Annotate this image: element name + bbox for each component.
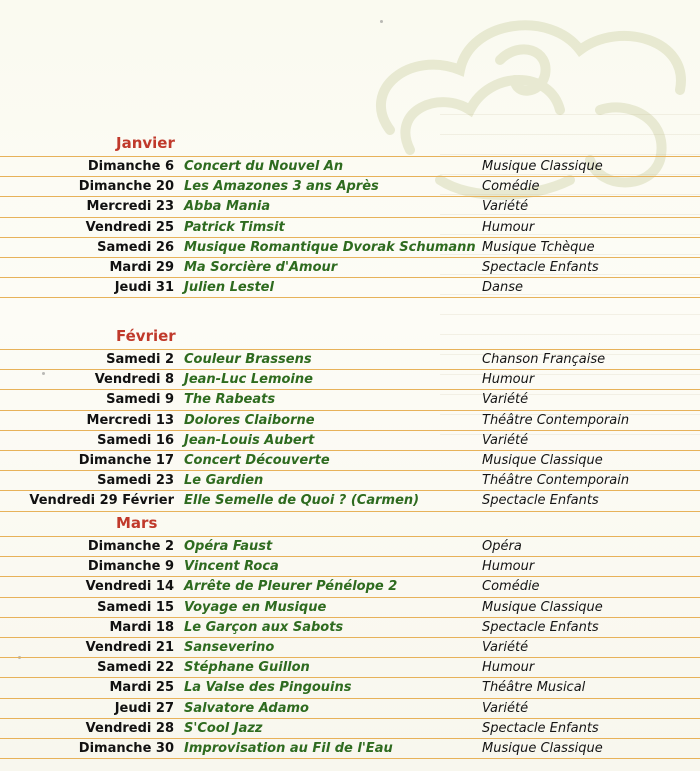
month-heading: Janvier (116, 134, 175, 152)
event-date: Dimanche 20 (78, 179, 174, 195)
event-genre: Danse (482, 280, 523, 296)
event-genre: Comédie (482, 179, 540, 195)
event-title: Arrête de Pleurer Pénélope 2 (184, 579, 398, 595)
paper-speck (380, 20, 383, 23)
event-row (0, 658, 700, 678)
event-date: Mardi 18 (109, 619, 174, 635)
event-date: Samedi 23 (97, 473, 174, 489)
event-row (0, 638, 700, 658)
event-date: Dimanche 2 (87, 539, 174, 554)
event-genre: Spectacle Enfants (482, 493, 599, 509)
event-date: Dimanche 9 (87, 559, 174, 575)
event-row (0, 678, 700, 698)
event-title: Les Amazones 3 ans Après (184, 179, 379, 195)
event-date: Vendredi 29 Février (29, 493, 174, 509)
event-genre: Musique Tchèque (482, 239, 595, 255)
event-row (0, 390, 700, 410)
event-genre: Opéra (482, 539, 522, 554)
event-row (0, 491, 700, 511)
month-heading: Mars (116, 514, 158, 532)
event-date: Vendredi 25 (85, 219, 174, 235)
event-title: Improvisation au Fil de l'Eau (184, 740, 393, 756)
event-genre: Humour (482, 660, 535, 676)
event-date: Dimanche 30 (78, 740, 174, 756)
event-list (0, 349, 700, 512)
event-row (0, 278, 700, 298)
event-date: Samedi 2 (106, 352, 174, 367)
event-title: Vincent Roca (184, 559, 279, 575)
event-genre: Musique Classique (482, 740, 603, 756)
event-row (0, 719, 700, 739)
event-row (0, 699, 700, 719)
event-title: Concert Découverte (184, 452, 330, 468)
event-genre: Théâtre Musical (482, 680, 586, 696)
event-genre: Humour (482, 372, 535, 388)
event-row (0, 177, 700, 197)
event-genre: Spectacle Enfants (482, 619, 599, 635)
event-title: Voyage en Musique (184, 599, 327, 615)
event-date: Vendredi 28 (85, 720, 174, 736)
event-title: Ma Sorcière d'Amour (184, 259, 338, 275)
event-title: Salvatore Adamo (184, 700, 309, 716)
event-genre: Chanson Française (482, 352, 606, 367)
event-row (0, 370, 700, 390)
event-title: Couleur Brassens (184, 352, 312, 367)
event-title: Stéphane Guillon (184, 660, 310, 676)
event-row (0, 739, 700, 759)
event-row (0, 577, 700, 597)
event-genre: Comédie (482, 579, 540, 595)
event-row (0, 238, 700, 258)
event-date: Mardi 25 (109, 680, 174, 696)
event-list (0, 156, 700, 298)
event-row (0, 451, 700, 471)
event-list (0, 536, 700, 759)
event-genre: Musique Classique (482, 452, 603, 468)
event-date: Samedi 9 (106, 392, 174, 408)
month-heading: Février (116, 327, 176, 345)
event-genre: Musique Classique (482, 599, 603, 615)
event-title: Opéra Faust (184, 539, 273, 554)
event-date: Vendredi 21 (85, 639, 174, 655)
event-genre: Variété (482, 639, 529, 655)
event-date: Samedi 15 (97, 599, 174, 615)
event-date: Jeudi 27 (114, 700, 174, 716)
event-genre: Humour (482, 219, 535, 235)
event-date: Samedi 22 (97, 660, 174, 676)
event-date: Mercredi 23 (86, 199, 174, 215)
event-genre: Humour (482, 559, 535, 575)
event-genre: Variété (482, 199, 529, 215)
event-date: Vendredi 8 (94, 372, 174, 388)
event-row (0, 557, 700, 577)
event-title: Dolores Claiborne (184, 412, 315, 428)
event-row (0, 598, 700, 618)
event-row (0, 411, 700, 431)
event-title: Musique Romantique Dvorak Schumann (184, 239, 476, 255)
event-genre: Variété (482, 700, 529, 716)
event-title: Le Garçon aux Sabots (184, 619, 344, 635)
event-title: Jean-Luc Lemoine (184, 372, 313, 388)
event-title: Abba Mania (184, 199, 271, 215)
event-date: Mercredi 13 (86, 412, 174, 428)
event-title: Concert du Nouvel An (184, 159, 344, 174)
event-row (0, 431, 700, 451)
event-date: Samedi 26 (97, 239, 174, 255)
event-genre: Musique Classique (482, 159, 603, 174)
event-date: Samedi 16 (97, 432, 174, 448)
event-date: Mardi 29 (109, 259, 174, 275)
event-title: La Valse des Pingouins (184, 680, 352, 696)
event-genre: Variété (482, 432, 529, 448)
event-genre: Spectacle Enfants (482, 720, 599, 736)
event-title: Jean-Louis Aubert (184, 432, 315, 448)
event-date: Jeudi 31 (114, 280, 174, 296)
event-date: Dimanche 17 (78, 452, 174, 468)
event-title: Sanseverino (184, 639, 275, 655)
event-title: The Rabeats (184, 392, 276, 408)
event-genre: Variété (482, 392, 529, 408)
event-row (0, 197, 700, 217)
event-row (0, 618, 700, 638)
event-row (0, 471, 700, 491)
event-title: Elle Semelle de Quoi ? (Carmen) (184, 493, 420, 509)
event-row (0, 258, 700, 278)
event-genre: Spectacle Enfants (482, 259, 599, 275)
event-title: Julien Lestel (184, 280, 274, 296)
event-title: Patrick Timsit (184, 219, 285, 235)
event-genre: Théâtre Contemporain (482, 473, 630, 489)
event-row (0, 218, 700, 238)
event-row (0, 156, 700, 177)
event-row (0, 536, 700, 557)
event-title: Le Gardien (184, 473, 264, 489)
event-title: S'Cool Jazz (184, 720, 263, 736)
event-row (0, 349, 700, 370)
event-date: Vendredi 14 (85, 579, 174, 595)
event-genre: Théâtre Contemporain (482, 412, 630, 428)
event-date: Dimanche 6 (87, 159, 174, 174)
